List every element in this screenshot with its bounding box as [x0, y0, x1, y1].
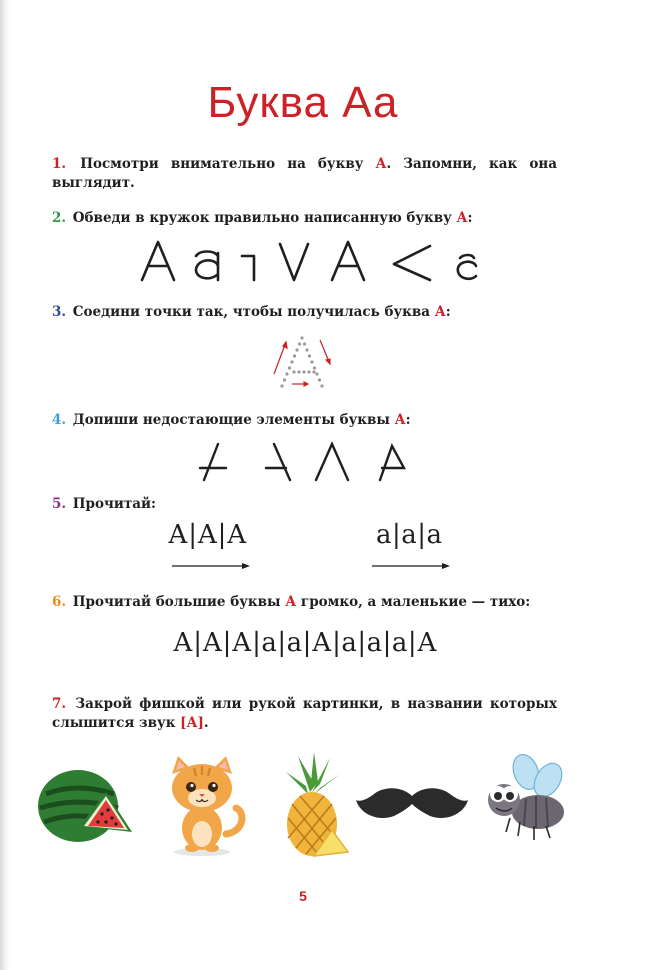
task-3-text-end: : — [445, 304, 451, 320]
task-1-text: Посмотри внимательно на букву — [80, 156, 376, 172]
task-7-number: 7. — [52, 696, 67, 712]
read-arrow-left — [172, 561, 252, 571]
task-6-number: 6. — [52, 594, 67, 610]
task-3-text: Соедини точки так, чтобы получилась буква — [72, 304, 435, 320]
fly-picture[interactable] — [480, 754, 572, 846]
task-1 — [52, 155, 557, 193]
incomplete-a-4 — [380, 446, 404, 480]
task-3 — [52, 303, 557, 322]
variant-small-a[interactable] — [196, 252, 218, 281]
letter-variants — [130, 236, 490, 288]
read-lowercase: а|а|а — [376, 520, 443, 550]
task-6 — [52, 593, 557, 612]
task-5-text: Прочитай: — [72, 496, 156, 512]
variant-capital-a-2[interactable] — [332, 242, 364, 280]
incomplete-a-1 — [200, 444, 226, 480]
page-title: Буква Аа — [207, 78, 399, 127]
read-arrow-right — [372, 561, 452, 571]
task-4-highlight: А — [394, 412, 406, 428]
mustache-picture[interactable] — [356, 784, 468, 824]
task-5 — [52, 495, 557, 514]
task-7-highlight: [А] — [180, 715, 204, 731]
incomplete-a-3 — [316, 444, 348, 480]
task-1-highlight: А — [375, 156, 387, 172]
task-7 — [52, 695, 557, 733]
variant-hook[interactable] — [242, 256, 254, 280]
task-2-number: 2. — [52, 210, 67, 226]
task-4-number: 4. — [52, 412, 67, 428]
read-uppercase: А|А|А — [168, 520, 248, 550]
task-2-text-end: : — [467, 210, 473, 226]
variant-small-c[interactable] — [458, 255, 476, 279]
variant-less-than[interactable] — [394, 246, 430, 280]
watermelon-picture[interactable] — [36, 764, 136, 854]
task-6-highlight: А — [285, 594, 297, 610]
variant-v[interactable] — [280, 244, 308, 280]
page-number: 5 — [299, 888, 307, 904]
task-6-text: Прочитай большие буквы — [72, 594, 286, 610]
kitten-picture[interactable] — [162, 754, 252, 858]
task-7-text-end: . — [203, 715, 209, 731]
task-4-text: Допиши недостающие элементы буквы — [72, 412, 395, 428]
incomplete-letters[interactable] — [196, 440, 416, 484]
task-3-number: 3. — [52, 304, 67, 320]
task-2-text: Обведи в кружок правильно написанную букву — [72, 210, 457, 226]
page-edge — [0, 0, 10, 970]
dotted-letter-a[interactable] — [262, 332, 342, 394]
incomplete-a-2 — [266, 444, 290, 480]
task-1-number: 1. — [52, 156, 67, 172]
task-7-text: Закрой фишкой или рукой картинки, в названии которых слышится звук — [52, 696, 558, 731]
task-2 — [52, 209, 557, 228]
task-4 — [52, 411, 557, 430]
task-6-text-end: громко, а маленькие — тихо: — [296, 594, 531, 610]
read-mixed-row: А|А|А|а|а|А|а|а|а|А — [173, 628, 438, 658]
task-2-highlight: А — [456, 210, 468, 226]
task-4-text-end: : — [405, 412, 411, 428]
task-1-text-end: . Запомни, как она выглядит. — [52, 156, 558, 191]
pineapple-picture[interactable] — [280, 752, 350, 862]
task-5-number: 5. — [52, 496, 67, 512]
variant-capital-a[interactable] — [142, 242, 174, 280]
task-3-highlight: А — [434, 304, 446, 320]
